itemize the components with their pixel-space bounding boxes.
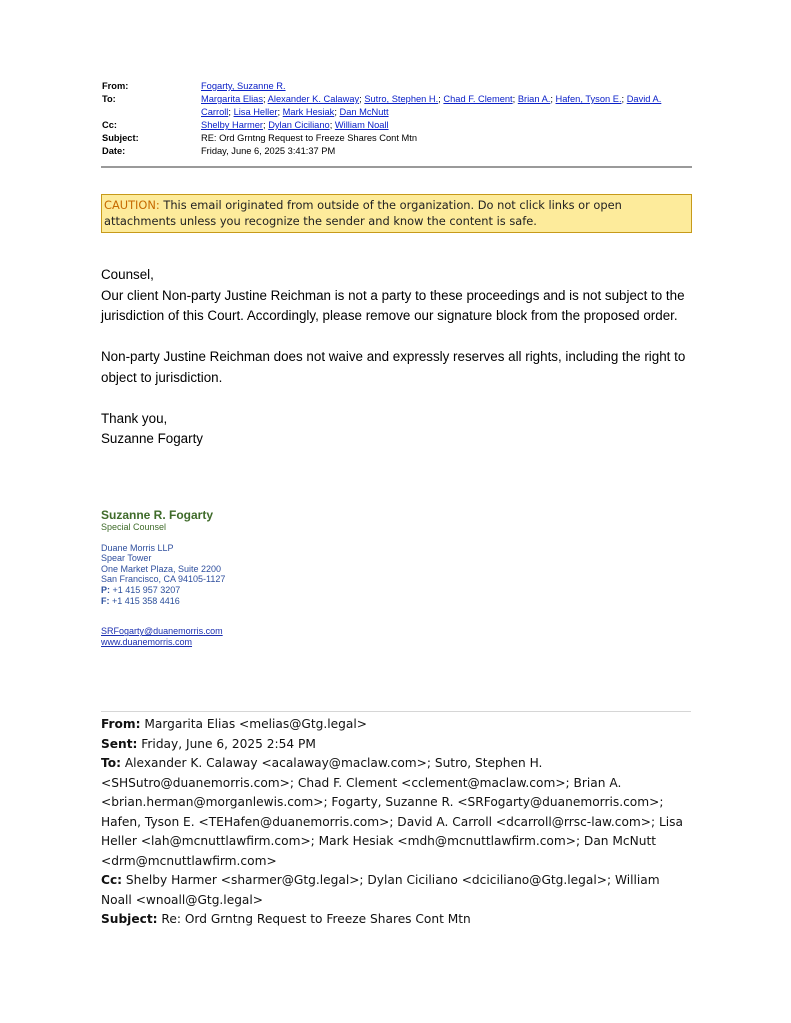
prev-to: To: Alexander K. Calaway <acalaway@maclaw.com>; Sutro, Stephen H. <SHSutro@duanemorris.com>; Chad F. Clement <cclement@maclaw.com>; Brian A. <brian.herman@morganlewis.com>; Fogarty, Suzanne R. <SRFogarty@duanemorris.com>; Hafen, Tyson E. <TEHafen@duanemorris.com>; David A. Carroll <dcarroll@rrsc-law.com>; Lisa Heller <lah@mcnuttlawfirm.com>; Mark Hesiak <mdh@mcnuttlawfirm.com>; Dan McNutt <drm@mcnuttlawfirm.com> <box>101 756 683 868</box>
recipient-separator: ; <box>228 107 234 117</box>
from-row <box>102 80 692 93</box>
to-row <box>102 93 692 119</box>
to-recipients <box>201 93 692 119</box>
date-value: Friday, June 6, 2025 3:41:37 PM <box>201 146 336 156</box>
prev-subject: Subject: Re: Ord Grntng Request to Freeze Shares Cont Mtn <box>101 912 471 926</box>
recipient-separator: ; <box>438 94 444 104</box>
cc-recipient-link[interactable]: Shelby Harmer <box>201 120 264 130</box>
signature-firm: Duane Morris LLP <box>101 542 174 553</box>
recipient-separator: ; <box>359 94 365 104</box>
prev-sent: Sent: Friday, June 6, 2025 2:54 PM <box>101 736 316 751</box>
signature-building: Spear Tower <box>101 553 152 564</box>
to-recipient-link[interactable]: Dan McNutt <box>339 107 389 117</box>
paragraph-2: Non-party Justine Reichman does not waive and expressly reserves all rights, including the right to object to jurisdiction. <box>101 349 686 385</box>
recipient-separator: ; <box>329 120 335 130</box>
email-header <box>102 80 692 158</box>
to-recipient-link[interactable]: Sutro, Stephen H. <box>364 94 439 104</box>
paragraph-1: Our client Non-party Justine Reichman is not a party to these proceedings and is not subject to the jurisdiction of this Court. Accordingly, please remove our signature block from the proposed order. <box>101 287 685 323</box>
signature-city: San Francisco, CA 94105-1127 <box>101 574 226 585</box>
signature-phone: P: +1 415 957 3207 <box>101 584 181 595</box>
prev-cc: Cc: Shelby Harmer <sharmer@Gtg.legal>; Dylan Ciciliano <dciciliano@Gtg.legal>; William Noall <wnoall@Gtg.legal> <box>101 873 660 907</box>
signature-name: Suzanne R. Fogarty <box>101 508 214 522</box>
date-label: Date: <box>102 146 126 156</box>
from-label: From: <box>102 81 129 91</box>
to-recipient-link[interactable]: Mark Hesiak <box>282 107 335 117</box>
signature-block <box>101 508 225 647</box>
recipient-separator: ; <box>263 94 268 104</box>
signature-website-link[interactable]: www.duanemorris.com <box>101 636 193 647</box>
signature-fax: F: +1 415 358 4416 <box>101 595 180 606</box>
to-recipient-link[interactable]: David A. Carroll <box>201 94 662 117</box>
subject-label: Subject: <box>102 133 139 143</box>
to-recipient-link[interactable]: Chad F. Clement <box>443 94 513 104</box>
subject-row <box>102 132 692 145</box>
recipient-separator: ; <box>550 94 556 104</box>
prev-from: From: Margarita Elias <melias@Gtg.legal> <box>101 717 367 731</box>
previous-message-header <box>101 715 691 930</box>
to-recipient-link[interactable]: Margarita Elias <box>201 94 264 104</box>
previous-message-divider <box>101 711 691 712</box>
signature-street: One Market Plaza, Suite 2200 <box>101 563 222 574</box>
recipient-separator: ; <box>334 107 340 117</box>
cc-label: Cc: <box>102 120 117 130</box>
subject-value: RE: Ord Grntng Request to Freeze Shares Cont Mtn <box>201 133 417 143</box>
to-label: To: <box>102 94 116 104</box>
caution-banner <box>101 194 692 233</box>
signature-email-link[interactable]: SRFogarty@duanemorris.com <box>101 626 223 637</box>
recipient-separator: ; <box>277 107 283 117</box>
cc-recipient-link[interactable]: Dylan Ciciliano <box>268 120 330 130</box>
closing: Thank you, <box>101 410 168 426</box>
to-recipient-link[interactable]: Hafen, Tyson E. <box>555 94 622 104</box>
caution-text: This email originated from outside of the organization. Do not click links or open attachments unless you recognize the sender and know the content is safe. <box>104 198 622 228</box>
recipient-separator: ; <box>621 94 627 104</box>
cc-recipient-link[interactable]: William Noall <box>334 120 389 130</box>
header-divider <box>101 166 692 168</box>
recipient-separator: ; <box>512 94 518 104</box>
email-body <box>101 265 701 450</box>
cc-recipients <box>201 119 692 132</box>
to-recipient-link[interactable]: Lisa Heller <box>233 107 278 117</box>
to-recipient-link[interactable]: Alexander K. Calaway <box>267 94 360 104</box>
caution-label: CAUTION: <box>104 198 160 212</box>
cc-row <box>102 119 692 132</box>
greeting: Counsel, <box>101 267 154 282</box>
to-recipient-link[interactable]: Brian A. <box>517 94 551 104</box>
date-row <box>102 145 692 158</box>
signoff: Suzanne Fogarty <box>101 431 203 446</box>
from-link[interactable]: Fogarty, Suzanne R. <box>201 81 286 91</box>
recipient-separator: ; <box>263 120 269 130</box>
signature-title: Special Counsel <box>101 522 167 532</box>
